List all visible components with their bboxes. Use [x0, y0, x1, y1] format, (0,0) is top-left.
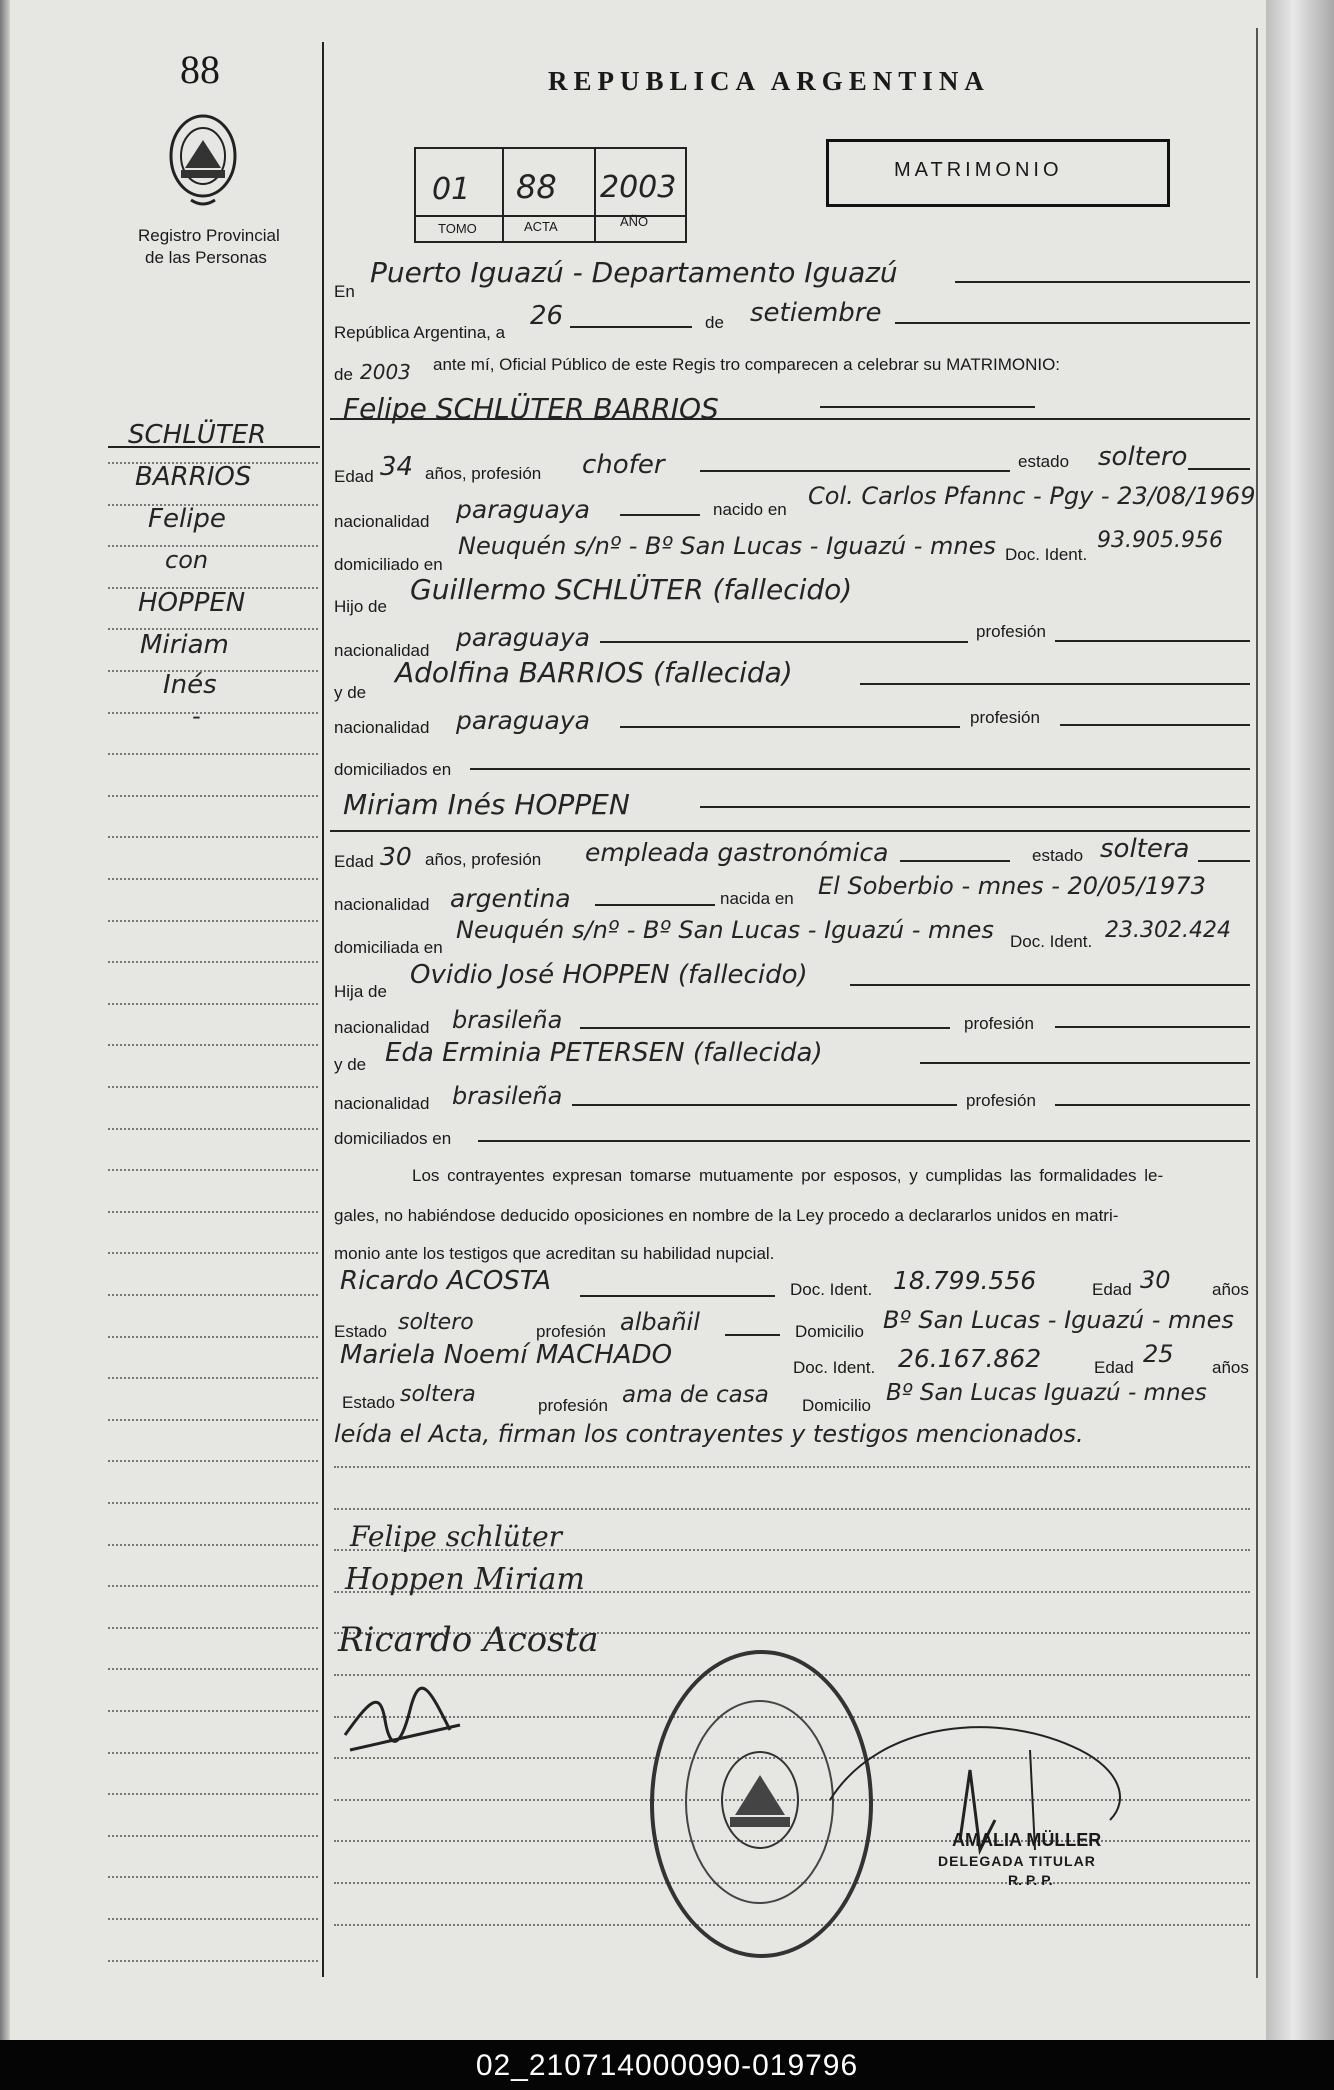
witness1-profession: albañil — [620, 1308, 700, 1336]
groom-estado: soltero — [1098, 442, 1188, 472]
groom-nacido-label: nacido en — [713, 500, 787, 519]
bride-mother-prof-rule — [1055, 1104, 1250, 1106]
groom-dom-label: domiciliado en — [334, 555, 443, 574]
witness1-estado-label: Estado — [334, 1322, 387, 1341]
witness1-prof-rule — [725, 1334, 780, 1336]
witness2-dom-label: Domicilio — [802, 1396, 871, 1415]
margin-ledger-line — [108, 1377, 318, 1379]
bride-age: 30 — [380, 842, 412, 871]
margin-ledger-line — [108, 1960, 318, 1962]
margin-ledger-line — [108, 1336, 318, 1338]
groom-birth: Col. Carlos Pfannc - Pgy - 23/08/1969 — [808, 482, 1256, 510]
witness2-name: Mariela Noemí MACHADO — [340, 1340, 673, 1370]
witness1-name-rule — [580, 1295, 775, 1297]
registry-line1: Registro Provincial — [138, 226, 280, 245]
margin-ledger-line — [108, 545, 318, 547]
right-border — [1256, 28, 1258, 1978]
bride-birth: El Soberbio - mnes - 20/05/1973 — [818, 872, 1206, 900]
groom-age: 34 — [380, 452, 414, 482]
registry-line2: de las Personas — [145, 248, 267, 267]
signature-witness: Ricardo Acosta — [338, 1620, 599, 1660]
margin-ledger-line — [108, 1003, 318, 1005]
witness2-doc: 26.167.862 — [898, 1344, 1042, 1373]
witness1-dom-label: Domicilio — [795, 1322, 864, 1341]
signature-bride: Hoppen Miriam — [345, 1562, 585, 1597]
officer-role: DELEGADA TITULAR — [938, 1853, 1096, 1869]
intro-de2-label: de — [334, 365, 353, 384]
intro-ante-text: ante mí, Oficial Público de este Regis tro comparecen a celebrar su MATRIMONIO: — [433, 355, 1061, 374]
acta-value: 88 — [516, 168, 557, 206]
margin-ledger-line — [108, 1918, 318, 1920]
groom-doc: 93.905.956 — [1097, 528, 1223, 553]
witness2-prof-label: profesión — [538, 1396, 608, 1415]
bride-mother-nat-rule — [572, 1104, 957, 1106]
groom-doms-rule — [470, 768, 1250, 770]
groom-father-prof-rule — [1055, 640, 1250, 642]
tomo-value: 01 — [432, 172, 471, 207]
intro-place: Puerto Iguazú - Departamento Iguazú — [370, 256, 898, 289]
intro-en-label: En — [334, 282, 355, 301]
witness2-age: 25 — [1143, 1340, 1174, 1368]
declaration-line3: monio ante los testigos que acreditan su habilidad nupcial. — [334, 1244, 775, 1263]
groom-father-nat-rule — [600, 641, 968, 643]
page-binding-edge — [0, 0, 10, 2040]
bride-name-rule — [700, 806, 1250, 808]
margin-ledger-line — [108, 753, 318, 755]
bride-estado-label: estado — [1032, 846, 1084, 865]
groom-father-nac-label: nacionalidad — [334, 641, 430, 660]
groom-edad-label: Edad — [334, 467, 374, 486]
witness2-anos-label: años — [1212, 1358, 1249, 1377]
bride-mother-nat: brasileña — [452, 1082, 563, 1110]
bride-yde-label: y de — [334, 1055, 367, 1074]
provincia-misiones-seal-icon — [163, 108, 243, 208]
margin-ledger-line — [108, 1835, 318, 1837]
margin-note-rule — [108, 446, 320, 448]
declaration-line1: Los contrayentes expresan tomarse mutuamente por esposos, y cumplidas las formalidades le- — [412, 1166, 1164, 1185]
bride-mother-rule — [920, 1062, 1250, 1064]
matrimonio-label: MATRIMONIO — [894, 159, 1063, 181]
margin-ledger-line — [108, 1419, 318, 1421]
bride-nacida-label: nacida en — [720, 889, 794, 908]
declaration-line2: gales, no habiéndose deducido oposiciones en nombre de la Ley procedo a declararlos unidos en matri- — [334, 1206, 1119, 1225]
bride-profession-rule — [900, 860, 1010, 862]
ano-label: AÑO — [620, 214, 649, 229]
bride-doms-label: domiciliados en — [334, 1129, 452, 1148]
bride-doms-rule — [478, 1140, 1250, 1142]
margin-ledger-line — [108, 1128, 318, 1130]
groom-mother-nat-rule — [620, 726, 960, 728]
margin-ledger-line — [108, 1793, 318, 1795]
margin-surname2: BARRIOS — [135, 462, 252, 492]
margin-ledger-line — [108, 1460, 318, 1462]
margin-ledger-line — [108, 1627, 318, 1629]
groom-hijo-label: Hijo de — [334, 597, 387, 616]
seal-emblem-icon — [715, 1745, 805, 1855]
margin-name3: Inés — [163, 670, 217, 700]
witness1-name: Ricardo ACOSTA — [340, 1266, 552, 1296]
bride-name: Miriam Inés HOPPEN — [343, 788, 630, 821]
book-gutter — [1266, 0, 1334, 2040]
margin-ledger-line — [108, 878, 318, 880]
margin-surname3: HOPPEN — [138, 588, 246, 618]
bride-father-rule — [850, 984, 1250, 986]
margin-ledger-line — [108, 1252, 318, 1254]
groom-mother-nac-label: nacionalidad — [334, 718, 430, 737]
margin-dash: - — [192, 702, 201, 730]
margin-ledger-line — [108, 1211, 318, 1213]
groom-yde-label: y de — [334, 683, 367, 702]
groom-estado-label: estado — [1018, 452, 1070, 471]
groom-mother-prof-rule — [1060, 724, 1250, 726]
bride-father-prof-label: profesión — [964, 1014, 1034, 1033]
margin-ledger-line — [108, 712, 318, 714]
bride-profession: empleada gastronómica — [585, 838, 889, 867]
margin-ledger-line — [108, 1169, 318, 1171]
groom-domicile: Neuquén s/nº - Bº San Lucas - Iguazú - mnes — [458, 532, 996, 560]
groom-name-rule — [820, 406, 1035, 408]
groom-name-rule2 — [330, 418, 1250, 420]
bride-nationality: argentina — [450, 884, 571, 913]
groom-doc-label: Doc. Ident. — [1005, 545, 1088, 564]
bride-mother: Eda Erminia PETERSEN (fallecida) — [385, 1038, 823, 1068]
bride-father-nat-rule — [580, 1027, 950, 1029]
groom-nationality-rule — [620, 514, 700, 516]
groom-father-prof-label: profesión — [976, 622, 1046, 641]
witness2-estado: soltera — [400, 1382, 476, 1407]
margin-con: con — [165, 546, 209, 574]
witness1-estado: soltero — [398, 1310, 474, 1335]
groom-mother-nat: paraguaya — [456, 706, 590, 735]
witness1-doc-label: Doc. Ident. — [790, 1280, 873, 1299]
witness1-domicile: Bº San Lucas - Iguazú - mnes — [883, 1306, 1234, 1334]
body-ledger-line — [334, 1466, 1250, 1468]
witness2-profession: ama de casa — [622, 1382, 769, 1408]
bride-doc: 23.302.424 — [1105, 918, 1231, 943]
groom-nac-label: nacionalidad — [334, 512, 430, 531]
groom-doms-label: domiciliados en — [334, 760, 452, 779]
bride-profesion-label: años, profesión — [425, 850, 542, 869]
margin-ledger-line — [108, 1044, 318, 1046]
signature-groom: Felipe schlüter — [350, 1520, 563, 1553]
witness2-edad-label: Edad — [1094, 1358, 1134, 1377]
officer-office: R. P. P. — [1008, 1872, 1053, 1888]
groom-estado-rule — [1188, 468, 1250, 470]
signature-scribble-icon — [340, 1680, 470, 1760]
closing-text: leída el Acta, firman los contrayentes y testigos mencionados. — [334, 1420, 1084, 1448]
footer-id: 02_210714000090-019796 — [475, 2049, 859, 2082]
bride-father: Ovidio José HOPPEN (fallecido) — [410, 960, 808, 990]
intro-de-label: de — [705, 313, 724, 332]
intro-place-rule — [955, 281, 1250, 283]
intro-day-rule — [570, 326, 692, 328]
groom-nationality: paraguaya — [456, 495, 590, 524]
bride-edad-label: Edad — [334, 852, 374, 871]
margin-ledger-line — [108, 1752, 318, 1754]
witness1-edad-label: Edad — [1092, 1280, 1132, 1299]
witness1-anos-label: años — [1212, 1280, 1249, 1299]
bride-nationality-rule — [595, 904, 715, 906]
bride-dom-label: domiciliada en — [334, 938, 443, 957]
bride-father-nac-label: nacionalidad — [334, 1018, 430, 1037]
officer-name: AMALIA MÜLLER — [952, 1830, 1102, 1850]
groom-profession: chofer — [582, 450, 665, 480]
bride-estado: soltera — [1100, 834, 1190, 864]
bride-name-rule2 — [330, 830, 1250, 832]
margin-name1: Felipe — [148, 504, 226, 534]
margin-ledger-line — [108, 1585, 318, 1587]
intro-day: 26 — [530, 301, 564, 331]
groom-father: Guillermo SCHLÜTER (fallecido) — [410, 573, 853, 606]
margin-surname1: SCHLÜTER — [128, 420, 267, 450]
bride-domicile: Neuquén s/nº - Bº San Lucas - Iguazú - mnes — [456, 916, 994, 944]
margin-ledger-line — [108, 1294, 318, 1296]
margin-ledger-line — [108, 836, 318, 838]
margin-name2: Miriam — [140, 630, 229, 660]
margin-ledger-line — [108, 1668, 318, 1670]
intro-republica-label: República Argentina, a — [334, 323, 506, 342]
ano-value: 2003 — [600, 170, 677, 205]
acta-label: ACTA — [524, 219, 558, 234]
bride-hija-label: Hija de — [334, 982, 387, 1001]
margin-ledger-line — [108, 1502, 318, 1504]
intro-year: 2003 — [360, 360, 411, 384]
groom-mother-prof-label: profesión — [970, 708, 1040, 727]
margin-ledger-line — [108, 961, 318, 963]
margin-ledger-line — [108, 1876, 318, 1878]
groom-profession-rule — [700, 470, 1010, 472]
bride-nac-label: nacionalidad — [334, 895, 430, 914]
witness1-age: 30 — [1140, 1266, 1171, 1294]
groom-name: Felipe SCHLÜTER BARRIOS — [343, 392, 719, 425]
margin-ledger-line — [108, 920, 318, 922]
groom-profesion-label: años, profesión — [425, 464, 542, 483]
witness1-prof-label: profesión — [536, 1322, 606, 1341]
intro-month-rule — [895, 322, 1250, 324]
margin-ledger-line — [108, 1544, 318, 1546]
witness2-estado-label: Estado — [342, 1393, 395, 1412]
margin-divider — [322, 42, 324, 1977]
groom-father-nat: paraguaya — [456, 623, 590, 652]
witness2-domicile: Bº San Lucas Iguazú - mnes — [886, 1380, 1207, 1406]
intro-month: setiembre — [750, 298, 882, 328]
bride-estado-rule — [1198, 860, 1250, 862]
witness1-doc: 18.799.556 — [893, 1266, 1037, 1295]
groom-mother-rule — [860, 683, 1250, 685]
bride-father-prof-rule — [1055, 1026, 1250, 1028]
bride-mother-nac-label: nacionalidad — [334, 1094, 430, 1113]
margin-ledger-line — [108, 795, 318, 797]
margin-ledger-line — [108, 1086, 318, 1088]
tomo-label: TOMO — [438, 221, 477, 236]
bride-father-nat: brasileña — [452, 1006, 563, 1034]
body-ledger-line — [334, 1508, 1250, 1510]
bride-doc-label: Doc. Ident. — [1010, 932, 1093, 951]
country-title: REPUBLICA ARGENTINA — [548, 66, 990, 96]
margin-ledger-line — [108, 1710, 318, 1712]
bride-mother-prof-label: profesión — [966, 1091, 1036, 1110]
groom-mother: Adolfina BARRIOS (fallecida) — [395, 656, 793, 689]
witness2-doc-label: Doc. Ident. — [793, 1358, 876, 1377]
page-number: 88 — [180, 47, 220, 92]
